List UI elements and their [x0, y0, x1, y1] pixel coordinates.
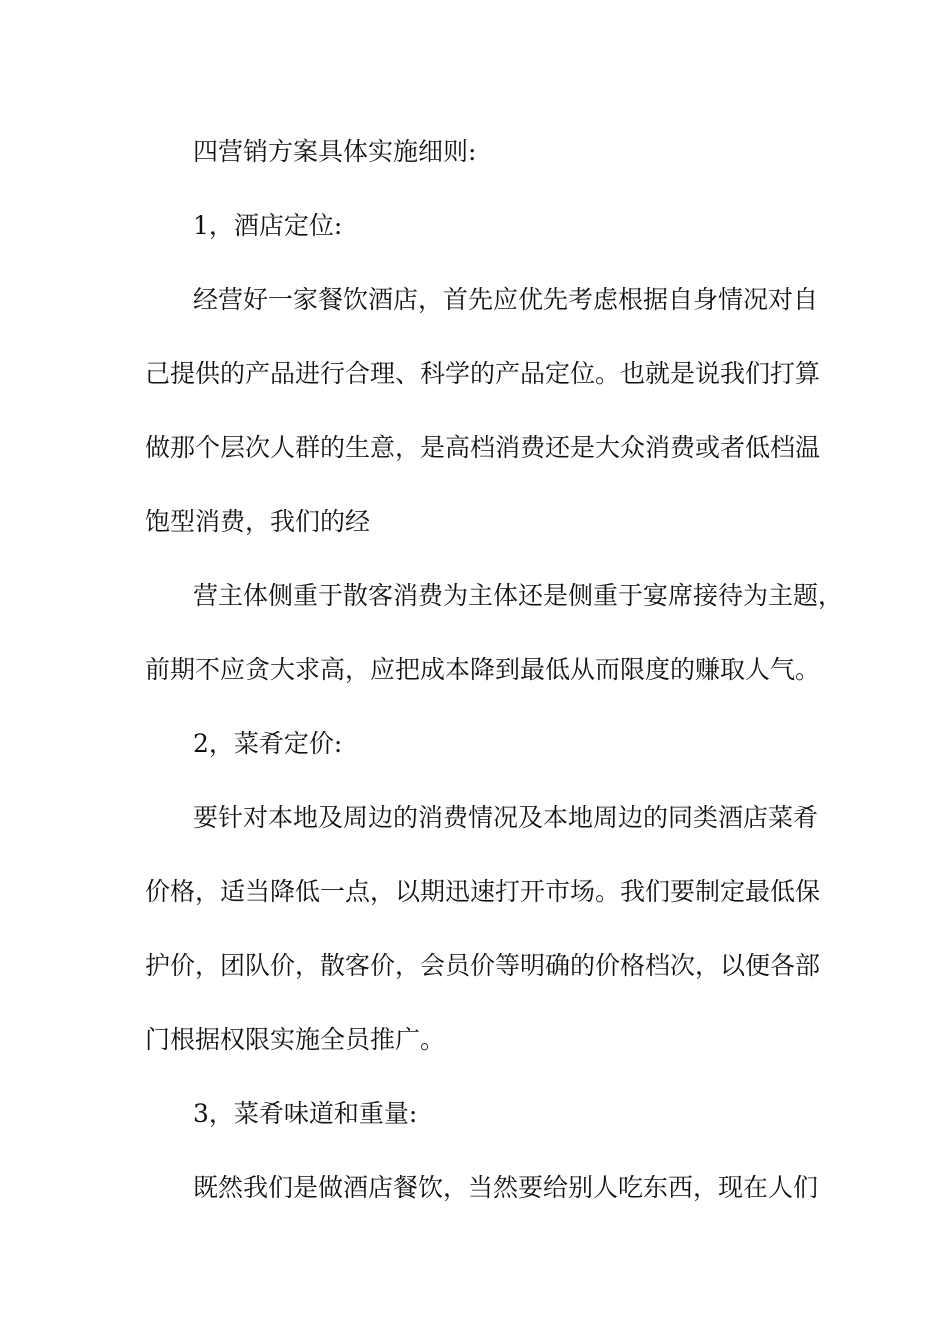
- paragraph-line: 既然我们是做酒店餐饮，当然要给别人吃东西，现在人们: [193, 1173, 819, 1202]
- paragraph-line: 门根据权限实施全员推广。: [145, 1025, 446, 1054]
- paragraph-line: 前期不应贪大求高，应把成本降到最低从而限度的赚取人气。: [145, 655, 821, 684]
- paragraph-line: 饱型消费，我们的经: [145, 507, 371, 536]
- subsection-heading: 2，菜肴定价:: [193, 729, 343, 758]
- paragraph-line: 要针对本地及周边的消费情况及本地周边的同类酒店菜肴: [193, 803, 819, 832]
- paragraph-line: 经营好一家餐饮酒店，首先应优先考虑根据自身情况对自: [193, 285, 819, 314]
- section-heading: 四营销方案具体实施细则:: [193, 137, 477, 166]
- paragraph-line: 己提供的产品进行合理、科学的产品定位。也就是说我们打算: [145, 359, 821, 388]
- paragraph-line: 做那个层次人群的生意，是高档消费还是大众消费或者低档温: [145, 433, 821, 462]
- paragraph-line: 营主体侧重于散客消费为主体还是侧重于宴席接待为主题，: [193, 581, 844, 610]
- paragraph-line: 价格，适当降低一点，以期迅速打开市场。我们要制定最低保: [145, 877, 821, 906]
- subsection-heading: 3，菜肴味道和重量:: [193, 1099, 418, 1128]
- paragraph-line: 护价，团队价，散客价，会员价等明确的价格档次，以便各部: [145, 951, 821, 980]
- subsection-heading: 1，酒店定位:: [193, 211, 343, 240]
